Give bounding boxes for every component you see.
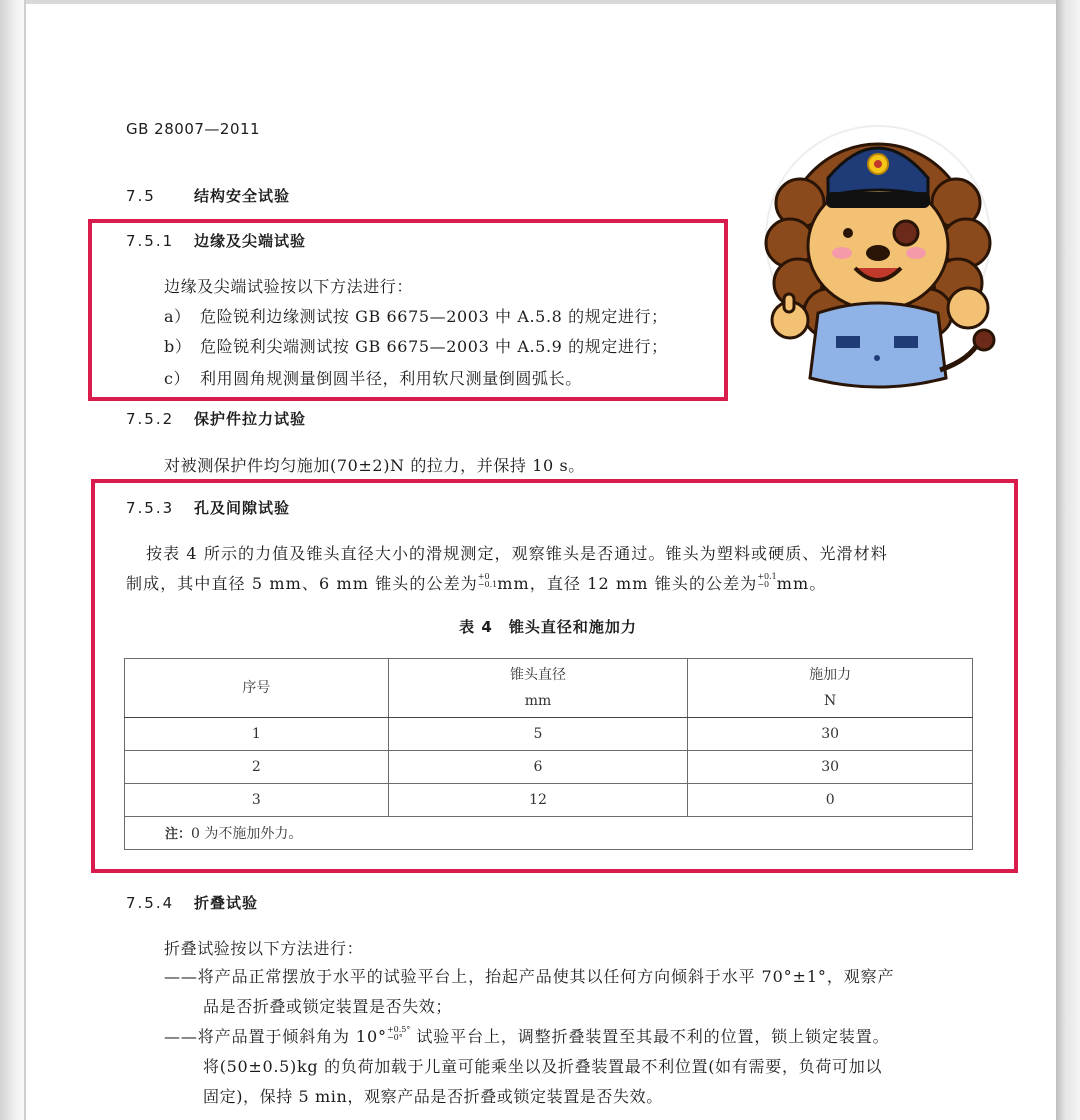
tolerance-12mm-lower: −0 (757, 580, 770, 589)
table-cell: 12 (388, 784, 688, 817)
dash-item-2-line3: 固定)，保持 5 min，观察产品是否折叠或锁定装置是否失效。 (203, 1087, 663, 1106)
table-note-text: 0 为不施加外力。 (191, 826, 303, 842)
page-right-edge (1056, 0, 1080, 1120)
section-7-5-2-body: 对被测保护件均匀施加(70±2)N 的拉力，并保持 10 s。 (164, 456, 585, 475)
section-7-5-3-line2-a: 制成，其中直径 5 mm、6 mm 锥头的公差为 (126, 574, 478, 593)
police-uniform (810, 303, 946, 387)
tolerance-angle-lower: −0° (386, 1033, 403, 1042)
dash-item-2-line1-pre: ——将产品置于倾斜角为 10° (164, 1027, 387, 1046)
table-cell: 0 (688, 784, 973, 817)
heading-7-5-title: 结构安全试验 (194, 187, 291, 205)
dash-item-2-line1 (164, 1024, 890, 1047)
section-7-5-1-intro: 边缘及尖端试验按以下方法进行： (164, 277, 414, 296)
list-item-b-mark: b） (164, 337, 192, 356)
table-cell: 30 (688, 718, 973, 751)
dash-item-2-line2: 将(50±0.5)kg 的负荷加载于儿童可能乘坐以及折叠装置最不利位置(如有需要，负荷可加以 (203, 1057, 883, 1076)
table-cell: 2 (125, 751, 389, 784)
dash-item-1-line1: ——将产品正常摆放于水平的试验平台上，抬起产品使其以任何方向倾斜于水平 70°±1°，观察产 (164, 967, 895, 986)
section-7-5-3-line2-c: mm。 (776, 574, 827, 593)
list-item-a-text: 危险锐利边缘测试按 GB 6675—2003 中 A.5.8 的规定进行； (200, 307, 668, 326)
heading-7-5-4-title: 折叠试验 (194, 894, 259, 912)
table-note-label: 注： (165, 827, 192, 842)
section-7-5-3-line2-b: mm，直径 12 mm 锥头的公差为 (497, 574, 758, 593)
table-cell: 3 (125, 784, 389, 817)
dash-item-1-line2: 品是否折叠或锁定装置是否失效； (203, 997, 453, 1016)
list-item-c-text: 利用圆角规测量倒圆半径，利用软尺测量倒圆弧长。 (200, 369, 582, 388)
tolerance-angle (387, 1026, 410, 1042)
heading-7-5-2-number: 7.5.2 (126, 410, 175, 428)
header-unit-diameter: mm (524, 693, 552, 709)
header-label-force: 施加力 (809, 667, 852, 683)
heading-7-5-1-number: 7.5.1 (126, 232, 175, 250)
tolerance-angle-upper: +0.5° (386, 1025, 411, 1034)
dash-item-2-line1-post: 试验平台上，调整折叠装置至其最不利的位置，锁上锁定装置。 (410, 1027, 890, 1046)
section-7-5-3-line1: 按表 4 所示的力值及锥头直径大小的滑规测定，观察锥头是否通过。锥头为塑料或硬质、光滑材料 (146, 544, 888, 563)
heading-7-5-1-title: 边缘及尖端试验 (194, 232, 307, 250)
table-cell: 30 (688, 751, 973, 784)
highlight-box-7-5-1 (88, 219, 728, 401)
page-top-edge (0, 0, 1080, 4)
page-left-edge (0, 0, 26, 1120)
list-item-b-text: 危险锐利尖端测试按 GB 6675—2003 中 A.5.9 的规定进行； (200, 337, 668, 356)
section-7-5-4-intro: 折叠试验按以下方法进行： (164, 939, 364, 958)
list-item-a-mark: a） (164, 307, 191, 326)
header-label-index: 序号 (242, 680, 271, 696)
header-unit-force: N (824, 693, 837, 709)
header-label-diameter: 锥头直径 (509, 667, 566, 683)
table-cell: 6 (388, 751, 688, 784)
list-item-c-mark: c） (164, 369, 191, 388)
table-cell: 1 (125, 718, 389, 751)
heading-7-5-2 (126, 408, 306, 429)
heading-7-5-2-title: 保护件拉力试验 (194, 410, 307, 428)
heading-7-5-4-number: 7.5.4 (126, 894, 175, 912)
tolerance-5-6mm-lower: −0.1 (477, 580, 498, 589)
heading-7-5 (126, 185, 290, 206)
tolerance-12mm-upper: +0.1 (757, 572, 777, 581)
heading-7-5-number: 7.5 (126, 187, 156, 205)
heading-7-5-3-number: 7.5.3 (126, 499, 175, 517)
standard-code: GB 28007—2011 (126, 120, 261, 138)
heading-7-5-3-title: 孔及间隙试验 (194, 499, 291, 517)
lion-police-mascot-sticker (760, 108, 1000, 418)
heading-7-5-4 (126, 892, 258, 913)
highlight-box-7-5-3 (91, 479, 1018, 873)
table-cell: 5 (388, 718, 688, 751)
tolerance-5-6mm-upper: +0 (477, 572, 490, 581)
table-4-caption: 表 4 锥头直径和施加力 (459, 618, 637, 636)
